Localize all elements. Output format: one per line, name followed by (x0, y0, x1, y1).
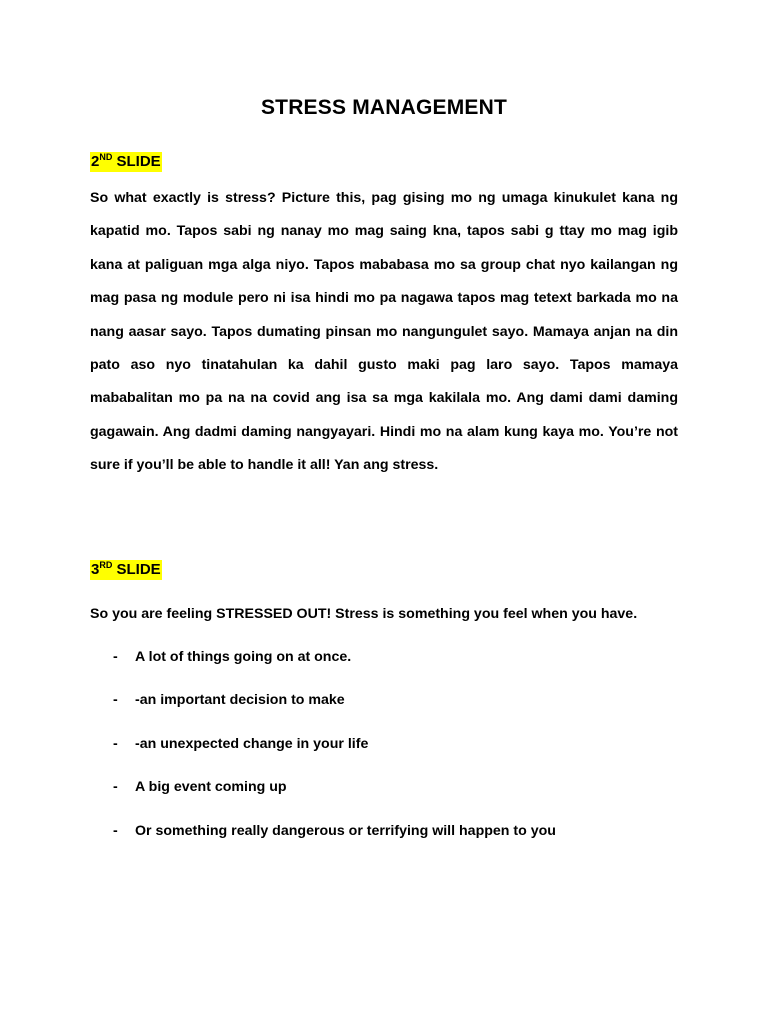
document-title: STRESS MANAGEMENT (260, 96, 508, 119)
bullet-dash: - (113, 779, 118, 796)
slide-3-bullet-list (0, 646, 768, 863)
list-item-text: Or something really dangerous or terrifying will happen to you (135, 822, 556, 839)
slide-2-paragraph: So what exactly is stress? Picture this, pag gising mo ng umaga kinukulet kana ng kapatid mo. Tapos sabi ng nanay mo mag saing kna, tapos sabi g ttay mo mag igib kana at paliguan mga alga niyo. Tapos mababasa mo sa group chat nyo kailangan ng mag pasa ng module pero ni isa hindi mo pa nagawa tapos mag tetext barkada mo na nang aasar sayo. Tapos dumating pinsan mo nangungulet sayo. Mamaya anjan na din pato aso nyo tinatahulan ka dahil gusto maki pag laro sayo. Tapos mamaya mababalitan mo pa na na covid ang isa sa mga kakilala mo. Ang dami dami daming gagawain. Ang dadmi daming nangyayari. Hindi mo na alam kung kaya mo. You’re not sure if you’ll be able to handle it all! Yan ang stress. (90, 190, 678, 474)
slide-3-heading-number: 3 (91, 561, 100, 578)
bullet-dash: - (113, 735, 118, 752)
bullet-dash: - (113, 649, 118, 665)
slide-2-heading-word: SLIDE (112, 153, 161, 170)
slide-3-intro: So you are feeling STRESSED OUT! Stress is something you feel when you have. (90, 606, 638, 622)
slide-3-heading (90, 559, 162, 581)
slide-2-heading-number: 2 (91, 153, 100, 170)
bullet-dash: - (113, 822, 118, 839)
list-item (0, 776, 768, 819)
slide-3-heading-word: SLIDE (112, 561, 161, 578)
slide-2-heading-highlight (90, 152, 162, 172)
slide-3-heading-superscript: RD (99, 560, 113, 570)
slide-3-heading-highlight (90, 560, 162, 580)
list-item (0, 646, 768, 689)
slide-2-heading (90, 151, 162, 173)
bullet-dash: - (113, 692, 118, 709)
list-item-text: -an important decision to make (135, 692, 345, 709)
list-item-text: -an unexpected change in your life (135, 735, 369, 752)
list-item (0, 733, 768, 776)
list-item-text: A big event coming up (135, 779, 287, 796)
list-item-text: A lot of things going on at once. (135, 649, 352, 665)
list-item (0, 820, 768, 863)
list-item (0, 689, 768, 732)
slide-2-heading-superscript: ND (99, 152, 113, 162)
